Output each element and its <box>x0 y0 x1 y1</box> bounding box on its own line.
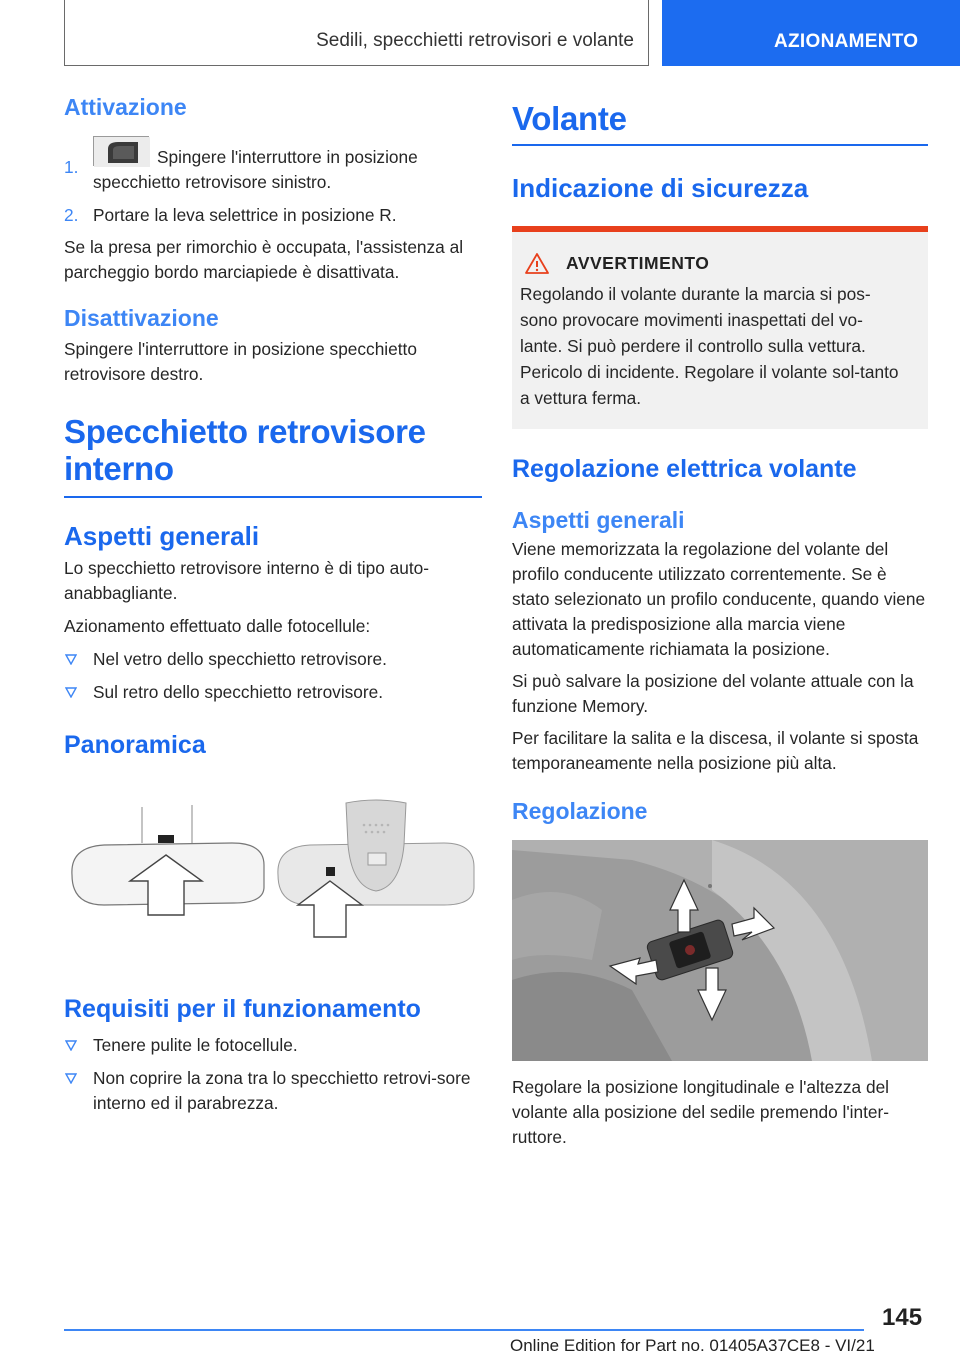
activation-note: Se la presa per rimorchio è occupata, l'assistenza al parcheggio bordo marciapiede è disattivata. <box>64 237 464 282</box>
bullet-triangle-icon <box>65 1073 77 1084</box>
section-divider <box>64 496 482 498</box>
adjust-caption: Regolare la posizione longitudinale e l'altezza del volante alla posizione del sedile premendo l'inter-ruttore. <box>512 1077 890 1147</box>
warning-text: Regolando il volante durante la marcia si pos-sono provocare movimenti inaspettati del vo-lante. Si può perdere il controllo sulla vettura. Pericolo di incidente. Regolare il volante sol-tanto a vettura ferma. <box>520 284 899 408</box>
step-1-text: Spingere l'interruttore in posizione specchietto retrovisore sinistro. <box>93 147 418 192</box>
general-intro: Azionamento effettuato dalle fotocellule: <box>64 616 371 636</box>
general-heading: Aspetti generali <box>64 521 260 551</box>
steering-heading: Volante <box>512 100 627 137</box>
list-item <box>64 1033 482 1058</box>
bullet-text: Nel vetro dello specchietto retrovisore. <box>93 649 387 669</box>
page-number: 145 <box>882 1304 923 1331</box>
mirror-heading-line2: interno <box>64 450 174 487</box>
mirror-heading-line1: Specchietto retrovisore <box>64 413 426 450</box>
electric-heading: Regolazione elettrica volante <box>512 455 857 483</box>
electric-paragraph-3: Per facilitare la salita e la discesa, il volante si sposta temporaneamente nella posizione più alta. <box>512 728 919 773</box>
mirror-section-heading <box>64 413 482 487</box>
bullet-triangle-icon <box>65 687 77 698</box>
warning-triangle-icon <box>524 252 550 275</box>
warning-box <box>512 226 928 429</box>
bullet-text: Sul retro dello specchietto retrovisore. <box>93 682 384 702</box>
adjust-heading: Regolazione <box>512 798 648 824</box>
section-divider <box>512 144 928 146</box>
bullet-text: Non coprire la zona tra lo specchietto retrovi-sore interno ed il parabrezza. <box>93 1068 471 1113</box>
step-1-number: 1. <box>64 157 79 177</box>
step-2 <box>64 203 482 228</box>
bullet-text: Tenere pulite le fotocellule. <box>93 1035 298 1055</box>
chapter-tab-label: AZIONAMENTO <box>774 31 919 52</box>
chapter-tab[interactable] <box>662 0 960 66</box>
list-item <box>64 1066 482 1116</box>
step-2-number: 2. <box>64 205 79 225</box>
activation-heading: Attivazione <box>64 94 187 120</box>
rearview-mirror-illustration <box>64 795 482 975</box>
mirror-switch-icon <box>93 136 149 166</box>
general-text: Lo specchietto retrovisore interno è di tipo auto-anabbagliante. <box>64 558 430 603</box>
deactivation-heading: Disattivazione <box>64 305 219 331</box>
deactivation-text: Spingere l'interruttore in posizione specchietto retrovisore destro. <box>64 339 417 384</box>
warning-title: AVVERTIMENTO <box>566 253 710 273</box>
left-column <box>64 92 482 1116</box>
header-box <box>64 0 649 66</box>
step-1 <box>64 136 482 195</box>
safety-heading: Indicazione di sicurezza <box>512 173 809 203</box>
electric-paragraph-2: Si può salvare la posizione del volante attuale con la funzione Memory. <box>512 671 914 716</box>
list-item <box>64 647 482 672</box>
requirements-heading: Requisiti per il funzionamento <box>64 995 421 1023</box>
overview-heading: Panoramica <box>64 731 206 759</box>
electric-subheading: Aspetti generali <box>512 507 685 533</box>
step-2-text: Portare la leva selettrice in posizione R. <box>93 205 397 225</box>
section-title: Sedili, specchietti retrovisori e volante <box>316 30 634 51</box>
electric-paragraph-1: Viene memorizzata la regolazione del volante del profilo conducente utilizzato correntemente. Se è stato selezionato un profilo conducente, quando viene attivata la predisposizione alla marcia viene automaticamente richiamata la posizione. <box>512 539 926 659</box>
steering-adjust-photo <box>512 840 928 1061</box>
edition-note: Online Edition for Part no. 01405A37CE8 - VI/21 <box>510 1336 875 1355</box>
bullet-triangle-icon <box>65 1040 77 1051</box>
list-item <box>64 680 482 705</box>
right-column <box>512 100 928 1150</box>
bullet-triangle-icon <box>65 654 77 665</box>
footer-divider <box>64 1329 864 1331</box>
